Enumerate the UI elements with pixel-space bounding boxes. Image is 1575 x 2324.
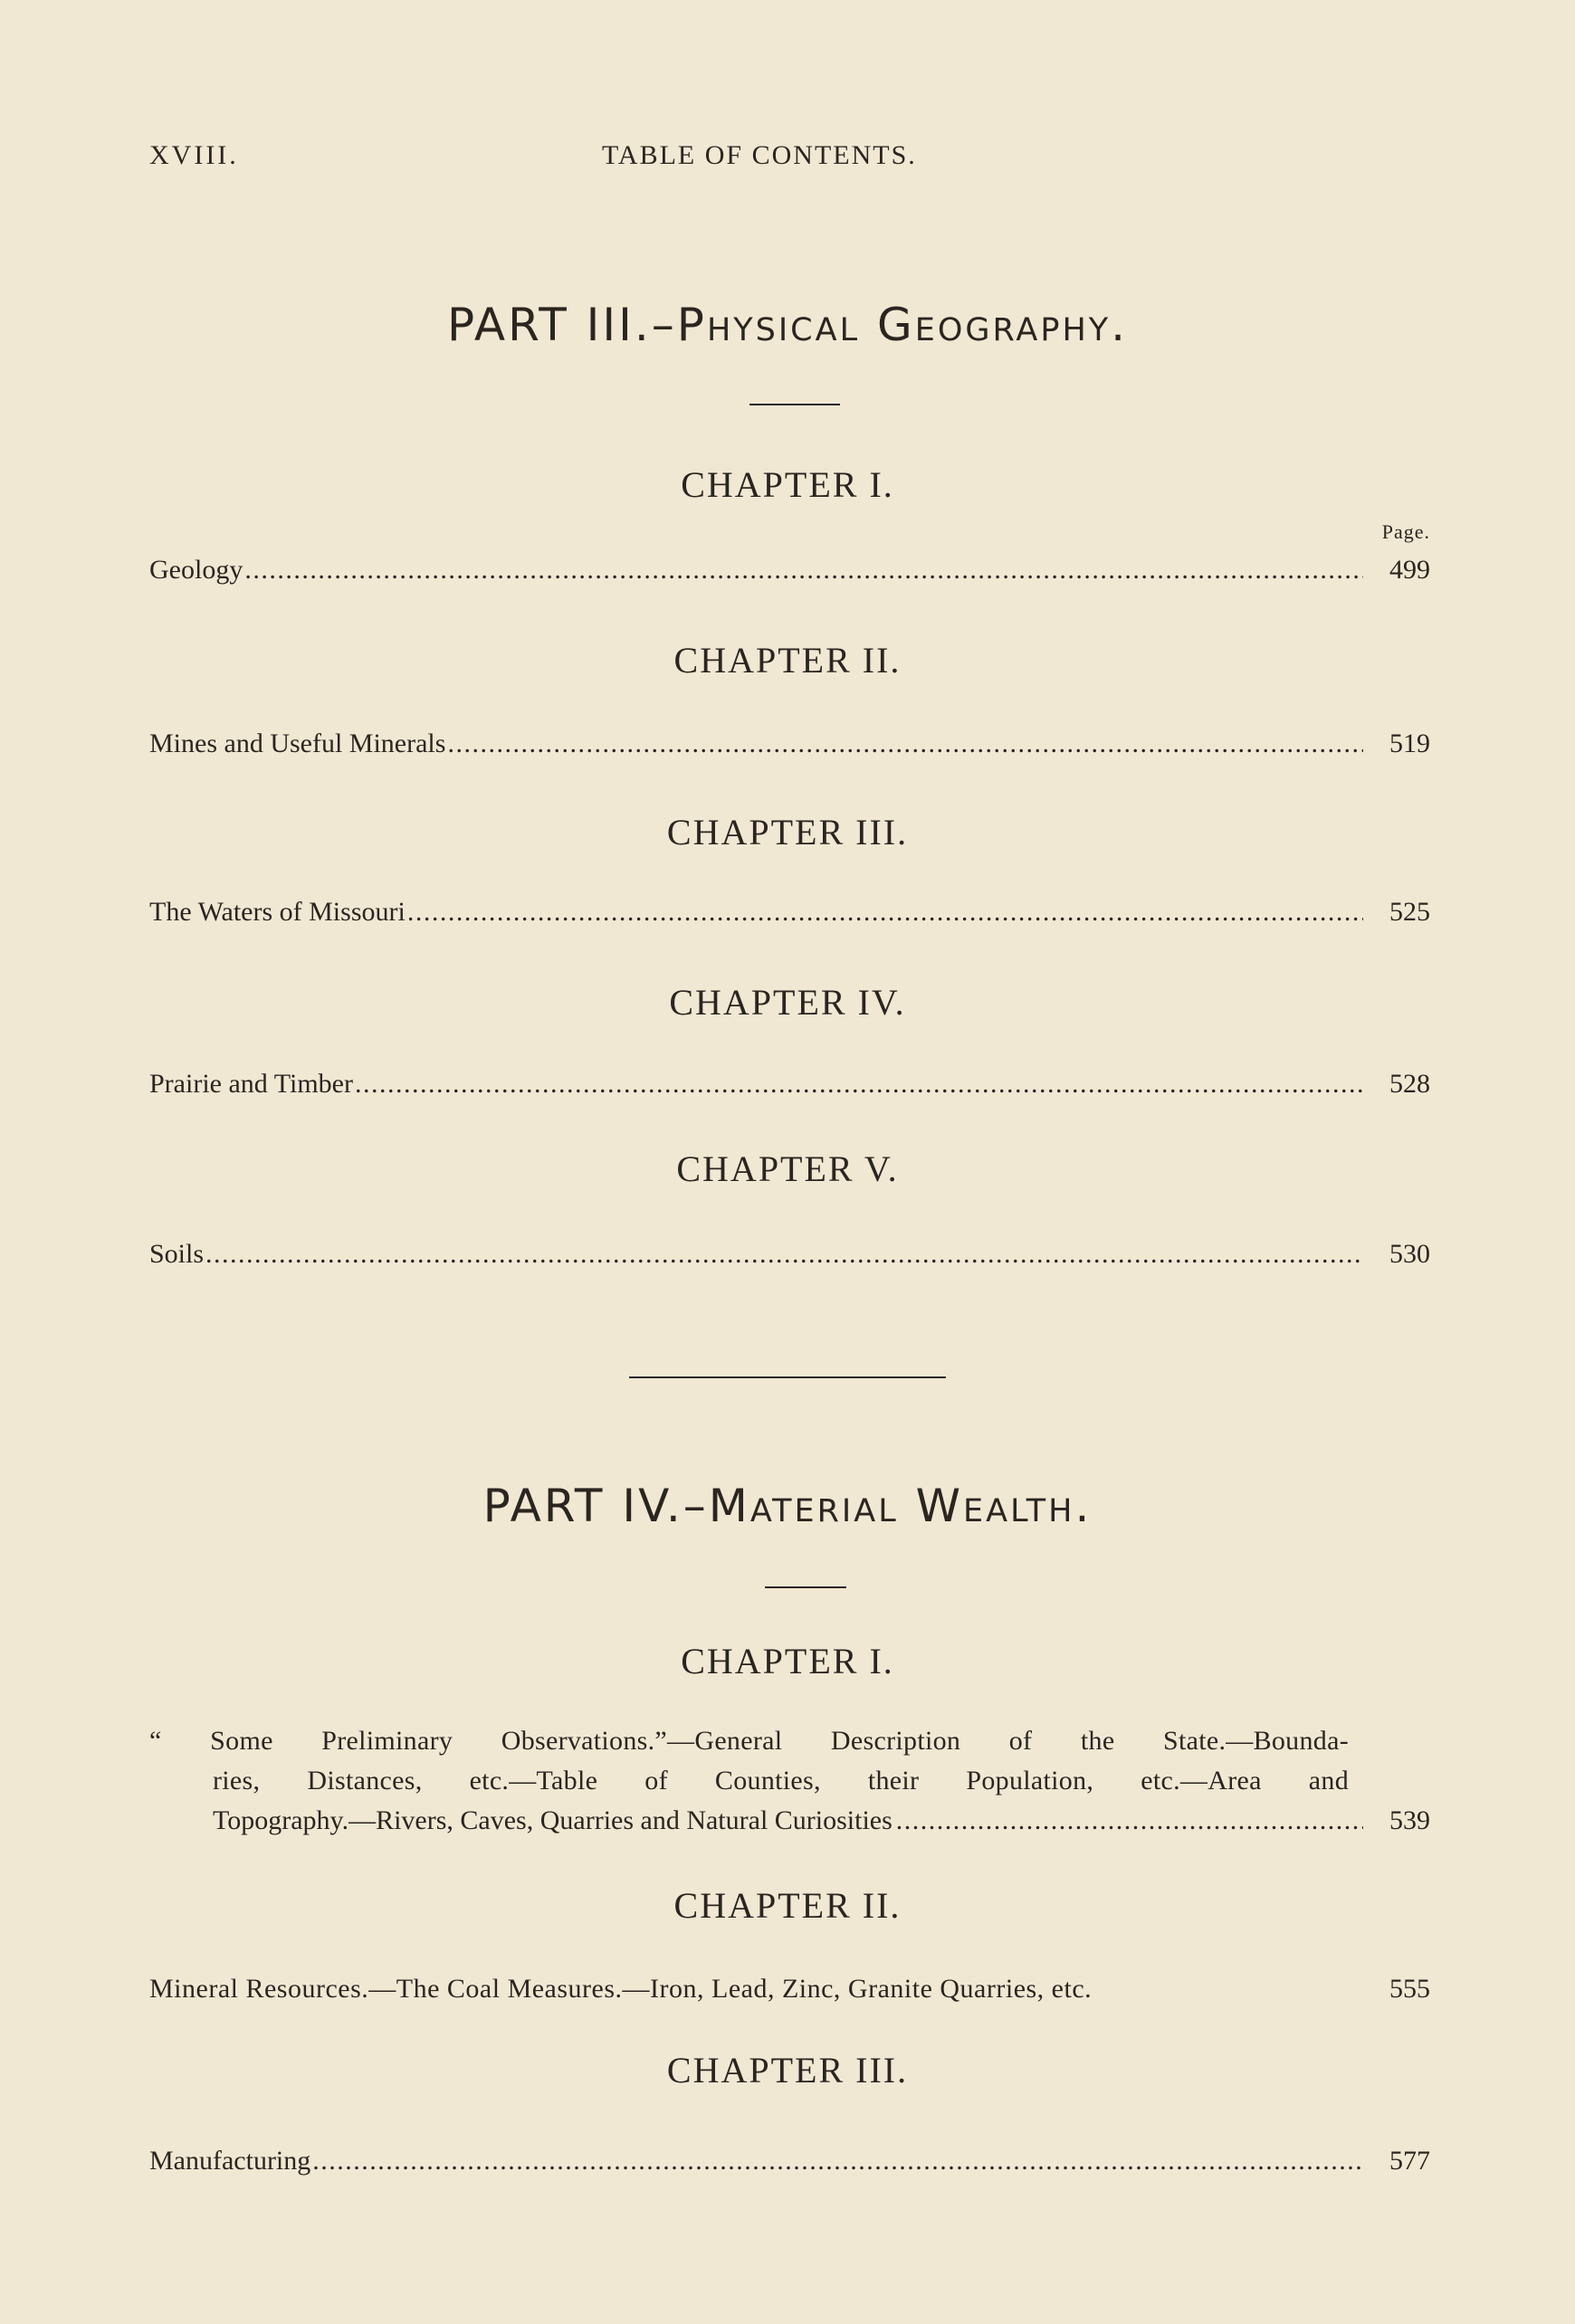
chapter-heading: CHAPTER III. <box>666 812 909 852</box>
toc-entry[interactable] <box>149 1064 1430 1104</box>
toc-entry-page: 519 <box>1389 729 1430 758</box>
part-title <box>0 1480 1575 1532</box>
toc-entry-title: Mines and Useful Minerals <box>149 729 446 758</box>
toc-entry-page: 499 <box>1389 555 1430 585</box>
chapter-heading: CHAPTER V. <box>676 1148 899 1189</box>
toc-entry-title: The Waters of Missouri <box>149 897 406 927</box>
toc-entry-line <box>149 1801 1430 1841</box>
toc-entry[interactable] <box>149 892 1430 932</box>
part-title <box>0 299 1575 351</box>
toc-entry[interactable] <box>149 1721 1430 1841</box>
toc-entry-title: Geology <box>149 555 243 585</box>
toc-entry[interactable] <box>149 2141 1430 2181</box>
part-title-prefix: PART IV.– <box>482 1480 709 1532</box>
toc-entry-title: Prairie and Timber <box>149 1069 353 1099</box>
dot-leader <box>896 1801 1363 1841</box>
chapter-heading: CHAPTER I. <box>681 1641 894 1681</box>
toc-entry-line: “ Some Preliminary Observations.”—General Description of the State.—Bounda- <box>149 1726 1349 1756</box>
dot-leader <box>312 2141 1363 2181</box>
chapter-heading: CHAPTER II. <box>673 640 902 681</box>
toc-entry[interactable] <box>149 724 1430 764</box>
divider-rule <box>765 1586 846 1588</box>
toc-entry[interactable] <box>149 1969 1430 2009</box>
chapter-heading: CHAPTER II. <box>673 1885 902 1926</box>
dot-leader <box>205 1234 1363 1274</box>
toc-entry-page: 555 <box>1389 1974 1430 2004</box>
toc-entry-page: 539 <box>1389 1805 1430 1835</box>
running-head <box>149 140 1426 176</box>
toc-entry-page: 528 <box>1389 1069 1430 1099</box>
part-title-prefix: PART III.– <box>446 299 677 351</box>
divider-rule <box>749 404 840 405</box>
toc-entry-line: ries, Distances, etc.—Table of Counties, their Population, etc.—Area and <box>213 1766 1349 1795</box>
part-title-main: Material Wealth. <box>708 1480 1093 1532</box>
toc-entry[interactable] <box>149 1234 1430 1274</box>
toc-entry-page: 577 <box>1389 2146 1430 2176</box>
toc-entry-title: Mineral Resources.—The Coal Measures.—Iron, Lead, Zinc, Granite Quarries, etc. <box>149 1974 1093 2004</box>
dot-leader <box>355 1064 1363 1104</box>
toc-entry-page: 525 <box>1389 897 1430 927</box>
toc-entry-title: Manufacturing <box>149 2146 311 2176</box>
section-divider-rule <box>629 1376 946 1378</box>
chapter-heading: CHAPTER I. <box>681 464 894 505</box>
page-number: XVIII. <box>149 140 239 170</box>
page-column-label: Page. <box>1381 520 1430 543</box>
toc-entry-page: 530 <box>1389 1239 1430 1269</box>
chapter-heading: CHAPTER IV. <box>669 982 906 1023</box>
toc-entry-title: Topography.—Rivers, Caves, Quarries and Natural Curiosities <box>213 1805 892 1835</box>
toc-entry[interactable] <box>149 550 1430 590</box>
dot-leader <box>244 550 1363 590</box>
running-title: TABLE OF CONTENTS. <box>602 140 917 170</box>
dot-leader <box>447 724 1363 764</box>
chapter-heading: CHAPTER III. <box>666 2050 909 2091</box>
dot-leader <box>407 892 1363 932</box>
part-title-main: Physical Geography. <box>676 299 1129 351</box>
toc-entry-title: Soils <box>149 1239 205 1269</box>
